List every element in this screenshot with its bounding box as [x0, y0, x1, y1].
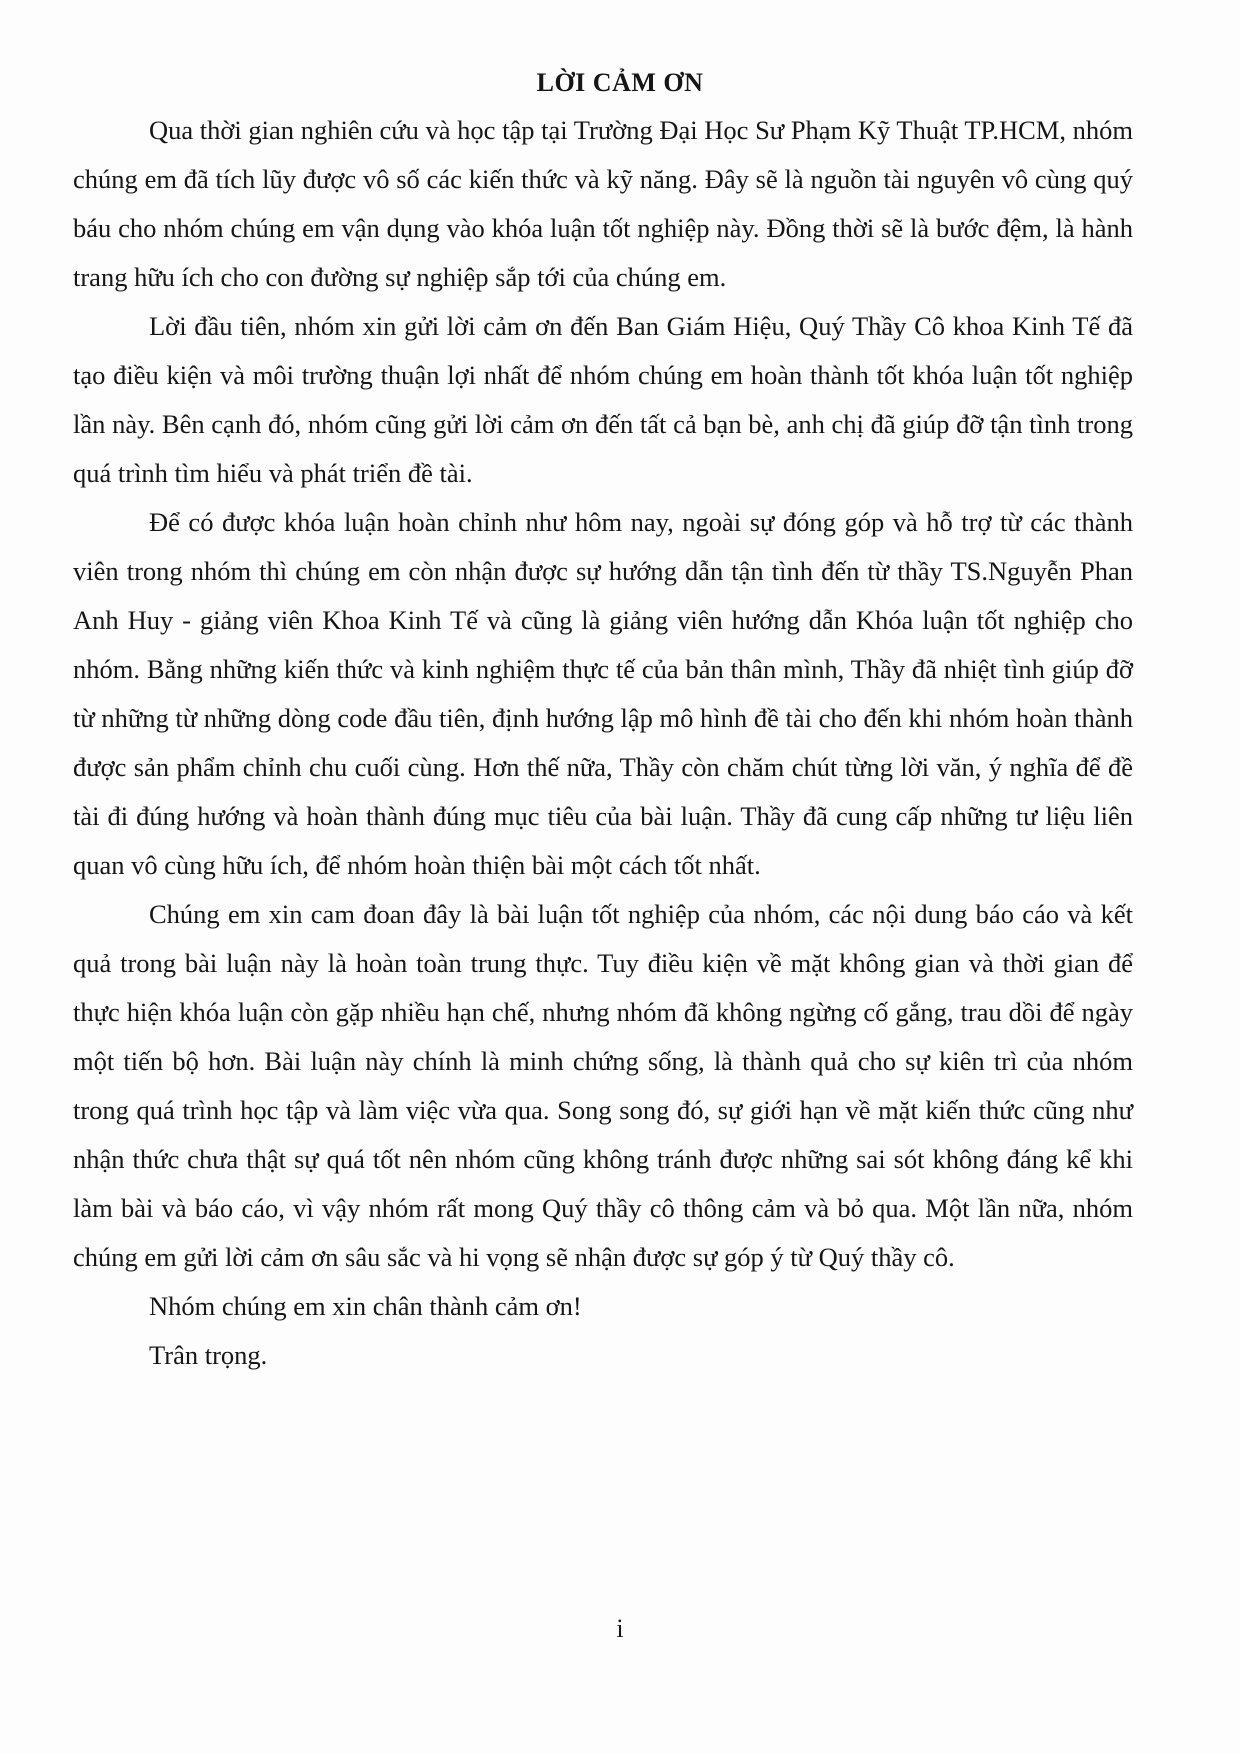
page-number: i [616, 1614, 624, 1643]
paragraph-regards: Trân trọng. [149, 1340, 268, 1370]
paragraph-intro: Qua thời gian nghiên cứu và học tập tại Trường Đại Học Sư Phạm Kỹ Thuật TP.HCM, nhóm chúng em đã tích lũy được vô số các kiến thức và kỹ năng. Đây sẽ là nguồn tài nguyên vô cùng quý báu cho nhóm chúng em vận dụng vào khóa luận tốt nghiệp này. Đồng thời sẽ là bước đệm, là hành trang hữu ích cho con đường sự nghiệp sắp tới của chúng em. [73, 115, 1133, 292]
paragraph-thanks-advisor: Để có được khóa luận hoàn chỉnh như hôm nay, ngoài sự đóng góp và hỗ trợ từ các thành viên trong nhóm thì chúng em còn nhận được sự hướng dẫn tận tình đến từ thầy TS.Nguyễn Phan Anh Huy - giảng viên Khoa Kinh Tế và cũng là giảng viên hướng dẫn Khóa luận tốt nghiệp cho nhóm. Bằng những kiến thức và kinh nghiệm thực tế của bản thân mình, Thầy đã nhiệt tình giúp đỡ từ những từ những dòng code đầu tiên, định hướng lập mô hình đề tài cho đến khi nhóm hoàn thành được sản phẩm chỉnh chu cuối cùng. Hơn thế nữa, Thầy còn chăm chút từng lời văn, ý nghĩa để đề tài đi đúng hướng và hoàn thành đúng mục tiêu của bài luận. Thầy đã cung cấp những tư liệu liên quan vô cùng hữu ích, để nhóm hoàn thiện bài một cách tốt nhất. [73, 507, 1133, 880]
paragraph-closing-thanks: Nhóm chúng em xin chân thành cảm ơn! [149, 1291, 582, 1321]
page-title: LỜI CẢM ƠN [536, 68, 704, 97]
document-body [73, 106, 1133, 1380]
paragraph-thanks-faculty: Lời đầu tiên, nhóm xin gửi lời cảm ơn đến Ban Giám Hiệu, Quý Thầy Cô khoa Kinh Tế đã tạo điều kiện và môi trường thuận lợi nhất để nhóm chúng em hoàn thành tốt khóa luận tốt nghiệp lần này. Bên cạnh đó, nhóm cũng gửi lời cảm ơn đến tất cả bạn bè, anh chị đã giúp đỡ tận tình trong quá trình tìm hiểu và phát triển đề tài. [73, 311, 1133, 488]
paragraph-commitment: Chúng em xin cam đoan đây là bài luận tốt nghiệp của nhóm, các nội dung báo cáo và kết quả trong bài luận này là hoàn toàn trung thực. Tuy điều kiện về mặt không gian và thời gian để thực hiện khóa luận còn gặp nhiều hạn chế, nhưng nhóm đã không ngừng cố gắng, trau dồi để ngày một tiến bộ hơn. Bài luận này chính là minh chứng sống, là thành quả cho sự kiên trì của nhóm trong quá trình học tập và làm việc vừa qua. Song song đó, sự giới hạn về mặt kiến thức cũng như nhận thức chưa thật sự quá tốt nên nhóm cũng không tránh được những sai sót không đáng kể khi làm bài và báo cáo, vì vậy nhóm rất mong Quý thầy cô thông cảm và bỏ qua. Một lần nữa, nhóm chúng em gửi lời cảm ơn sâu sắc và hi vọng sẽ nhận được sự góp ý từ Quý thầy cô. [73, 899, 1133, 1272]
